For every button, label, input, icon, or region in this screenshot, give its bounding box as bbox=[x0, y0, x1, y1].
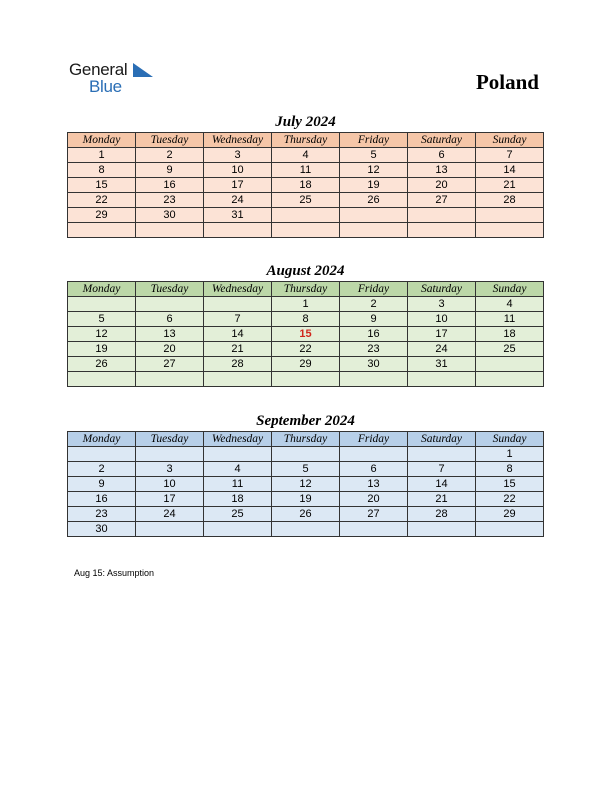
calendar-table bbox=[67, 281, 544, 387]
day-cell: 31 bbox=[408, 357, 476, 372]
day-cell: 27 bbox=[136, 357, 204, 372]
weekday-header-row bbox=[68, 282, 544, 297]
day-cell: 27 bbox=[340, 507, 408, 522]
day-cell bbox=[476, 208, 544, 223]
week-row bbox=[68, 148, 544, 163]
day-cell bbox=[408, 208, 476, 223]
day-cell: 3 bbox=[136, 462, 204, 477]
weekday-header: Saturday bbox=[408, 432, 476, 447]
day-cell: 16 bbox=[136, 178, 204, 193]
day-cell: 11 bbox=[272, 163, 340, 178]
day-cell bbox=[136, 223, 204, 238]
day-cell: 15 bbox=[476, 477, 544, 492]
day-cell: 5 bbox=[340, 148, 408, 163]
day-cell: 25 bbox=[204, 507, 272, 522]
day-cell: 26 bbox=[340, 193, 408, 208]
day-cell: 10 bbox=[136, 477, 204, 492]
weekday-header: Monday bbox=[68, 432, 136, 447]
week-row bbox=[68, 208, 544, 223]
day-cell: 1 bbox=[476, 447, 544, 462]
logo-triangle-icon bbox=[133, 63, 153, 77]
day-cell bbox=[68, 223, 136, 238]
day-cell bbox=[204, 372, 272, 387]
day-cell: 29 bbox=[272, 357, 340, 372]
day-cell: 3 bbox=[204, 148, 272, 163]
day-cell bbox=[68, 297, 136, 312]
day-cell: 13 bbox=[136, 327, 204, 342]
day-cell: 5 bbox=[272, 462, 340, 477]
day-cell: 27 bbox=[408, 193, 476, 208]
day-cell: 12 bbox=[340, 163, 408, 178]
day-cell: 24 bbox=[204, 193, 272, 208]
day-cell bbox=[204, 297, 272, 312]
week-row bbox=[68, 193, 544, 208]
week-row bbox=[68, 507, 544, 522]
day-cell bbox=[204, 447, 272, 462]
week-row bbox=[68, 477, 544, 492]
week-row bbox=[68, 357, 544, 372]
weekday-header: Tuesday bbox=[136, 432, 204, 447]
day-cell: 7 bbox=[476, 148, 544, 163]
weekday-header: Wednesday bbox=[204, 432, 272, 447]
day-cell: 14 bbox=[204, 327, 272, 342]
day-cell: 10 bbox=[408, 312, 476, 327]
day-cell bbox=[204, 223, 272, 238]
day-cell: 2 bbox=[68, 462, 136, 477]
day-cell bbox=[476, 223, 544, 238]
day-cell: 4 bbox=[204, 462, 272, 477]
day-cell: 8 bbox=[476, 462, 544, 477]
weekday-header-row bbox=[68, 133, 544, 148]
day-cell: 25 bbox=[272, 193, 340, 208]
day-cell bbox=[68, 372, 136, 387]
week-row bbox=[68, 342, 544, 357]
month-aug bbox=[67, 261, 544, 387]
day-cell: 14 bbox=[408, 477, 476, 492]
day-cell bbox=[136, 447, 204, 462]
week-row bbox=[68, 178, 544, 193]
day-cell: 16 bbox=[68, 492, 136, 507]
day-cell: 7 bbox=[204, 312, 272, 327]
day-cell: 9 bbox=[136, 163, 204, 178]
month-jul bbox=[67, 112, 544, 238]
week-row bbox=[68, 163, 544, 178]
day-cell: 19 bbox=[340, 178, 408, 193]
day-cell: 1 bbox=[68, 148, 136, 163]
weekday-header-row bbox=[68, 432, 544, 447]
day-cell: 24 bbox=[136, 507, 204, 522]
day-cell: 28 bbox=[408, 507, 476, 522]
weekday-header: Tuesday bbox=[136, 133, 204, 148]
day-cell: 21 bbox=[476, 178, 544, 193]
day-cell: 19 bbox=[68, 342, 136, 357]
logo-text-blue: Blue bbox=[89, 77, 122, 96]
day-cell: 20 bbox=[408, 178, 476, 193]
day-cell: 15 bbox=[68, 178, 136, 193]
day-cell: 13 bbox=[408, 163, 476, 178]
day-cell: 2 bbox=[136, 148, 204, 163]
week-row bbox=[68, 522, 544, 537]
holiday-day-cell: 15 bbox=[272, 327, 340, 342]
day-cell: 28 bbox=[476, 193, 544, 208]
week-row bbox=[68, 312, 544, 327]
day-cell: 11 bbox=[204, 477, 272, 492]
day-cell bbox=[408, 522, 476, 537]
weekday-header: Friday bbox=[340, 133, 408, 148]
logo-text-general: General bbox=[69, 60, 128, 79]
day-cell: 17 bbox=[204, 178, 272, 193]
day-cell: 22 bbox=[68, 193, 136, 208]
month-title: September 2024 bbox=[256, 413, 355, 429]
weekday-header: Friday bbox=[340, 282, 408, 297]
day-cell: 12 bbox=[68, 327, 136, 342]
day-cell bbox=[272, 372, 340, 387]
week-row bbox=[68, 447, 544, 462]
weekday-header: Monday bbox=[68, 282, 136, 297]
day-cell: 18 bbox=[272, 178, 340, 193]
day-cell: 23 bbox=[340, 342, 408, 357]
weekday-header: Saturday bbox=[408, 282, 476, 297]
logo bbox=[69, 60, 169, 96]
day-cell: 3 bbox=[408, 297, 476, 312]
day-cell: 1 bbox=[272, 297, 340, 312]
day-cell: 21 bbox=[204, 342, 272, 357]
day-cell bbox=[136, 297, 204, 312]
day-cell: 7 bbox=[408, 462, 476, 477]
holiday-note: Aug 15: Assumption bbox=[74, 568, 155, 578]
day-cell bbox=[68, 447, 136, 462]
day-cell: 29 bbox=[476, 507, 544, 522]
day-cell: 11 bbox=[476, 312, 544, 327]
day-cell bbox=[272, 208, 340, 223]
day-cell: 26 bbox=[68, 357, 136, 372]
day-cell bbox=[272, 522, 340, 537]
day-cell bbox=[408, 223, 476, 238]
day-cell: 24 bbox=[408, 342, 476, 357]
day-cell bbox=[272, 223, 340, 238]
day-cell: 26 bbox=[272, 507, 340, 522]
day-cell bbox=[340, 447, 408, 462]
day-cell: 6 bbox=[408, 148, 476, 163]
week-row bbox=[68, 372, 544, 387]
day-cell: 19 bbox=[272, 492, 340, 507]
day-cell: 20 bbox=[136, 342, 204, 357]
day-cell: 14 bbox=[476, 163, 544, 178]
calendar-table bbox=[67, 132, 544, 238]
month-sep bbox=[67, 411, 544, 537]
day-cell bbox=[476, 357, 544, 372]
weekday-header: Thursday bbox=[272, 282, 340, 297]
weekday-header: Sunday bbox=[476, 133, 544, 148]
day-cell: 25 bbox=[476, 342, 544, 357]
day-cell: 12 bbox=[272, 477, 340, 492]
day-cell: 17 bbox=[136, 492, 204, 507]
week-row bbox=[68, 223, 544, 238]
day-cell bbox=[204, 522, 272, 537]
weekday-header: Friday bbox=[340, 432, 408, 447]
day-cell: 20 bbox=[340, 492, 408, 507]
day-cell bbox=[408, 447, 476, 462]
day-cell bbox=[476, 372, 544, 387]
day-cell: 30 bbox=[136, 208, 204, 223]
country-title: Poland bbox=[475, 70, 539, 94]
week-row bbox=[68, 327, 544, 342]
week-row bbox=[68, 462, 544, 477]
day-cell: 8 bbox=[68, 163, 136, 178]
day-cell: 22 bbox=[476, 492, 544, 507]
weekday-header: Sunday bbox=[476, 282, 544, 297]
day-cell: 9 bbox=[340, 312, 408, 327]
month-title: July 2024 bbox=[275, 114, 336, 130]
day-cell: 10 bbox=[204, 163, 272, 178]
calendar-table bbox=[67, 431, 544, 537]
day-cell bbox=[476, 522, 544, 537]
weekday-header: Tuesday bbox=[136, 282, 204, 297]
week-row bbox=[68, 492, 544, 507]
day-cell bbox=[340, 522, 408, 537]
day-cell: 23 bbox=[68, 507, 136, 522]
day-cell: 23 bbox=[136, 193, 204, 208]
day-cell: 29 bbox=[68, 208, 136, 223]
weekday-header: Saturday bbox=[408, 133, 476, 148]
weekday-header: Thursday bbox=[272, 432, 340, 447]
day-cell: 22 bbox=[272, 342, 340, 357]
day-cell: 31 bbox=[204, 208, 272, 223]
weekday-header: Wednesday bbox=[204, 282, 272, 297]
day-cell: 18 bbox=[476, 327, 544, 342]
weekday-header: Thursday bbox=[272, 133, 340, 148]
weekday-header: Wednesday bbox=[204, 133, 272, 148]
day-cell: 18 bbox=[204, 492, 272, 507]
day-cell: 28 bbox=[204, 357, 272, 372]
day-cell: 6 bbox=[340, 462, 408, 477]
day-cell: 13 bbox=[340, 477, 408, 492]
day-cell: 8 bbox=[272, 312, 340, 327]
day-cell bbox=[408, 372, 476, 387]
weekday-header: Sunday bbox=[476, 432, 544, 447]
day-cell: 30 bbox=[340, 357, 408, 372]
day-cell: 9 bbox=[68, 477, 136, 492]
day-cell: 21 bbox=[408, 492, 476, 507]
day-cell: 5 bbox=[68, 312, 136, 327]
day-cell bbox=[340, 208, 408, 223]
day-cell: 2 bbox=[340, 297, 408, 312]
day-cell bbox=[340, 223, 408, 238]
day-cell: 4 bbox=[476, 297, 544, 312]
day-cell bbox=[340, 372, 408, 387]
day-cell bbox=[136, 372, 204, 387]
weekday-header: Monday bbox=[68, 133, 136, 148]
month-title: August 2024 bbox=[266, 263, 345, 279]
day-cell: 16 bbox=[340, 327, 408, 342]
day-cell bbox=[136, 522, 204, 537]
day-cell bbox=[272, 447, 340, 462]
day-cell: 17 bbox=[408, 327, 476, 342]
day-cell: 30 bbox=[68, 522, 136, 537]
day-cell: 4 bbox=[272, 148, 340, 163]
week-row bbox=[68, 297, 544, 312]
day-cell: 6 bbox=[136, 312, 204, 327]
